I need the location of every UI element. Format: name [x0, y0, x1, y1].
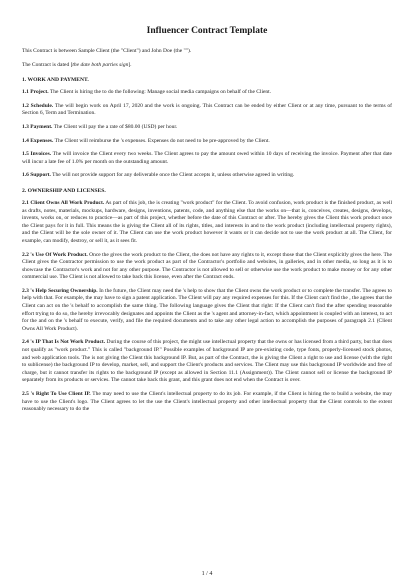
clause-label: 1.1 Project.	[22, 89, 49, 96]
clause	[22, 124, 392, 132]
section-heading: 1. WORK AND PAYMENT.	[22, 77, 89, 84]
clause	[22, 103, 392, 118]
clause	[22, 391, 392, 414]
clause	[22, 339, 392, 385]
page-number: 1 / 4	[201, 571, 213, 577]
clause-text: Once the gives the work product to the Client, the does not have any rights to it, except those that the Client explicitly gives the here. The Client gives the Contractor permission to use the work product as part of the Contractor's portfolio and websites, in galleries, and in other media, so long as it is to showcase the Contractor's work and not for any other purpose. The Contractor is not allowed to sell or otherwise use the work product to make money or for any other commercial use. The Client is not allowed to take back this license, even after the Contract ends.	[22, 251, 392, 281]
clause-label: 1.3 Payment.	[22, 123, 53, 130]
section-heading: 2. OWNERSHIP AND LICENSES.	[22, 187, 106, 194]
document-title: Influencer Contract Template	[146, 26, 268, 36]
clause	[22, 252, 392, 282]
clause-label: 2.1 Client Owns All Work Product.	[22, 199, 105, 206]
clause-label: 1.5 Invoices.	[22, 151, 52, 158]
clause-label: 2.3 's Help Securing Ownership.	[22, 287, 98, 294]
clause-text: During the course of this project, the might use intellectual property that the owns or has licensed from a third party, but that does not qualify as "work product." This is called "background IP." Possible examples of background IP are pre-existing code, type fonts, properly-licensed stock photos, and web application tools. The is not giving the Client this background IP. But, as part of the Contract, the is giving the Client a right to use and license (with the right to sublicense) the background IP to develop, market, sell, and support the Client's products and services. The Client may use this background IP worldwide and free of charge, but it cannot transfer its rights to the background IP (except as allowed in Section 11.1 (Assignment)). The Client cannot sell or license the background IP separately from its products or services. The cannot take back this grant, and this grant does not end when the Contract is over.	[22, 339, 392, 384]
clause	[22, 89, 392, 97]
clause-label: 2.4 's IP That Is Not Work Product.	[22, 339, 106, 346]
clause-label: 1.6 Support.	[22, 172, 51, 179]
clause	[22, 288, 392, 334]
clause	[22, 200, 392, 246]
clause	[22, 151, 392, 166]
clause-text: The may need to use the Client's intellectual property to do its job. For example, if the Client is hiring the to build a website, the may have to use the Client's logo. The Client agrees to let the use the Client's intellectual property and other intellectual property that the Client controls to the extent reasonably necessary to do the	[22, 391, 392, 413]
intro-date: The Contract is dated [the date both parties sign].	[22, 61, 132, 68]
clause-label: 2.5 's Right To Use Client IP.	[22, 391, 91, 397]
clause	[22, 138, 392, 146]
clause-label: 1.4 Expenses.	[22, 137, 54, 144]
contract-sections	[22, 77, 392, 414]
clause-text: The will begin work on April 17, 2020 and the work is ongoing. This Contract can be ended by either Client or at any time, pursuant to the terms of Section 6, Term and Termination.	[22, 102, 393, 117]
clause-text: The will not provide support for any deliverable once the Client accepts it, unless otherwise agreed in writing.	[52, 172, 295, 179]
clause-text: The Client will pay the a rate of $80.00 (USD) per hour.	[53, 123, 178, 130]
clause-text: The will invoice the Client every two weeks. The Client agrees to pay the amount owed within 10 days of receiving the invoice. Payment after that date will incur a late fee of 1.0% per month on the outstanding amount.	[22, 151, 392, 165]
intro-parties: This Contract is between Sample Client (the "Client") and John Doe (the "").	[22, 48, 192, 54]
clause-text: As part of this job, the is creating "work product" for the Client. To avoid confusion, work product is the finished product, as well as drafts, notes, materials, mockups, hardware, designs, inventions, patents, code, and anything else that the works on—that is, conceives, creates, designs, develops, invents, works on, or reduces to practice—as part of this project, whether before the date of this Contract or after. The hereby gives the Client this work product once the Client pays for it in full. This means the is giving the Client all of its rights, titles, and interests in and to the work product (including intellectual property rights), and the Client will be the sole owner of it. The Client can use the work product however it wants or it can decide not to use the work product at all. The Client, for example, can modify, destroy, or sell it, as it sees fit.	[22, 199, 392, 244]
clause-label: 2.2 's Use Of Work Product.	[22, 251, 88, 258]
clause-text: In the future, the Client may need the 's help to show that the Client owns the work product or to complete the transfer. The agrees to help with that. For example, the may have to sign a patent application. The Client will pay any required expenses for this. If the Client can't find the , the agrees that the Client can act on the 's behalf to accomplish the same thing. The following language gives the Client that right: If the Client can't find the after spending reasonable effort trying to do so, the hereby irrevocably designates and appoints the Client as the 's agent and attorney-in-fact, which appointment is coupled with an interest, to act for the and on the 's behalf to execute, verify, and file the required documents and to take any other legal action to accomplish the purposes of paragraph 2.1 (Client Owns All Work Product).	[22, 287, 393, 332]
clause	[22, 172, 392, 180]
clause-text: The Client is hiring the to do the following: Manage social media campaigns on behalf of the Client.	[49, 89, 272, 96]
clause-text: The Client will reimburse the 's expenses. Expenses do not need to be pre-approved by the Client.	[54, 137, 270, 144]
clause-label: 1.2 Schedule.	[22, 102, 54, 109]
